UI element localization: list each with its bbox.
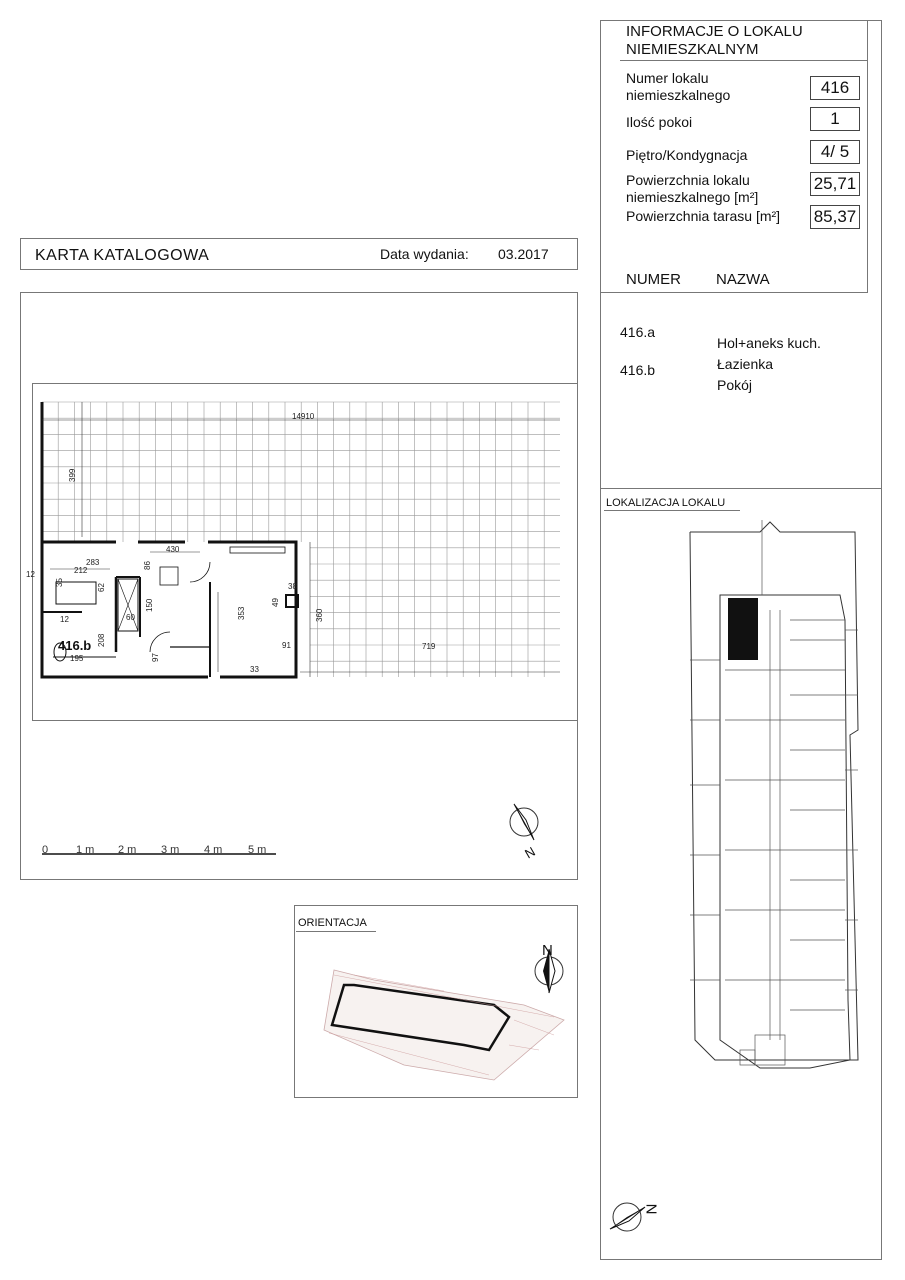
issue-label: Data wydania: [380, 246, 469, 262]
dim-360: 360 [315, 608, 324, 622]
dim-35: 35 [55, 578, 64, 587]
floor-plan [20, 292, 578, 880]
info-label-number-1: Numer lokalu [626, 70, 709, 86]
location-compass-icon [605, 1195, 675, 1240]
dim-60: 60 [126, 613, 135, 622]
issue-date: 03.2017 [498, 246, 549, 262]
dim-212: 212 [74, 566, 88, 575]
scale-3m: 3 m [161, 844, 180, 856]
dim-86: 86 [143, 561, 152, 570]
info-value-area: 25,71 [810, 172, 860, 196]
location-heading: LOKALIZACJA LOKALU [606, 497, 726, 509]
dim-62: 62 [97, 583, 106, 592]
rooms-col-name: NAZWA [716, 271, 770, 288]
dim-399: 399 [68, 468, 77, 482]
room-number-1: 416.a [620, 324, 656, 340]
dim-49: 49 [271, 598, 280, 607]
room-name-3: Pokój [717, 377, 753, 393]
room-name-2: Łazienka [717, 356, 774, 372]
info-label-number-2: niemieszkalnego [626, 87, 731, 103]
rooms-col-number: NUMER [626, 271, 681, 288]
scale-1m: 1 m [76, 844, 95, 856]
info-heading-underline [620, 60, 868, 61]
info-value-number: 416 [810, 76, 860, 100]
location-building-plan [680, 520, 870, 1170]
room-number-2: 416.b [620, 362, 656, 378]
unit-walls [42, 402, 298, 677]
orientation-north-label: N [542, 942, 553, 959]
info-label-floor: Piętro/Kondygnacja [626, 147, 748, 163]
location-north-label: N [642, 1203, 660, 1215]
dim-283: 283 [86, 558, 100, 567]
dim-195: 195 [70, 654, 84, 663]
dim-430: 430 [166, 545, 180, 554]
info-divider [600, 292, 868, 293]
info-value-rooms: 1 [810, 107, 860, 131]
dim-208: 208 [97, 633, 106, 647]
info-value-floor: 4/ 5 [810, 140, 860, 164]
info-value-terrace: 85,37 [810, 205, 860, 229]
info-heading-2: NIEMIESZKALNYM [626, 41, 759, 58]
dim-719: 719 [422, 642, 436, 651]
terrace-grid [42, 402, 560, 677]
info-label-area-2: niemieszkalnego [m²] [626, 189, 759, 205]
dim-12b: 12 [60, 615, 69, 624]
dim-38: 38 [288, 582, 297, 591]
info-label-terrace: Powierzchnia tarasu [m²] [626, 208, 781, 224]
unit-label: 416.b [58, 638, 92, 653]
orientation-heading: ORIENTACJA [298, 917, 367, 929]
dim-33: 33 [250, 665, 259, 674]
plan-compass-icon [510, 804, 538, 840]
orientation-site-plan [294, 905, 578, 1098]
dim-97: 97 [151, 653, 160, 662]
location-highlight [728, 598, 758, 660]
scale-5m: 5 m [248, 844, 267, 856]
dim-353: 353 [237, 606, 246, 620]
room-name-1: Hol+aneks kuch. [717, 335, 821, 351]
dim-14910: 14910 [292, 412, 315, 421]
info-label-area-1: Powierzchnia lokalu [626, 172, 750, 188]
dim-150: 150 [145, 598, 154, 612]
dim-12a: 12 [26, 570, 35, 579]
card-title: KARTA KATALOGOWA [35, 247, 210, 264]
info-heading-1: INFORMACJE O LOKALU [626, 23, 803, 40]
scale-4m: 4 m [204, 844, 223, 856]
location-divider [600, 488, 882, 489]
info-label-rooms: Ilość pokoi [626, 114, 693, 130]
scale-0: 0 [42, 844, 49, 856]
plan-north-label: N [522, 843, 538, 862]
scale-2m: 2 m [118, 844, 137, 856]
dim-91: 91 [282, 641, 291, 650]
location-heading-underline [604, 510, 740, 511]
